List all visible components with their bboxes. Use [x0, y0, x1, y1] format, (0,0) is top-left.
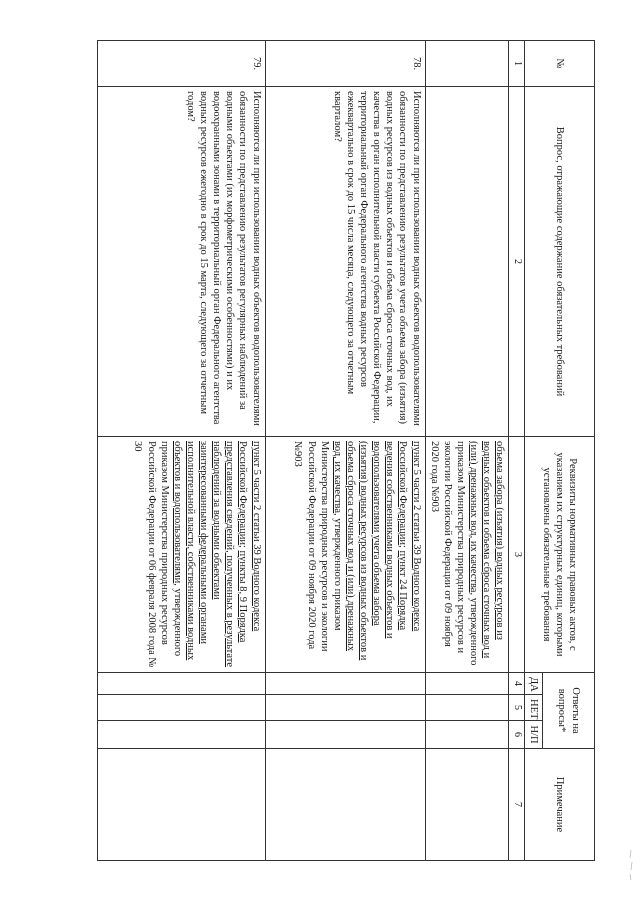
note-cell[interactable]: [98, 749, 266, 861]
column-number: 7: [509, 749, 525, 861]
answer-no-cell[interactable]: [265, 695, 425, 721]
answer-yes-cell[interactable]: [265, 673, 425, 695]
column-number: 2: [509, 87, 525, 437]
answer-na-cell[interactable]: [425, 721, 509, 749]
regulation-link[interactable]: пункт 5 части 2 статьи 39 Водного кодекса Российской Федерации: [237, 441, 262, 632]
answer-na-cell[interactable]: [98, 721, 266, 749]
answer-na-cell[interactable]: [265, 721, 425, 749]
header-yes: ДА: [524, 673, 542, 695]
requisites-text: , утвержденного приказом Министерства природных ресурсов Российской Федерации от 06 февраля 2008 года № 30: [132, 441, 183, 668]
answer-no-cell[interactable]: [98, 695, 266, 721]
requisites-cell: [265, 437, 425, 673]
header-answers: Ответы на вопросы*: [543, 673, 595, 749]
question-cell: Исполняются ли при использовании водных объектов водопользователями обязанности по представлению результатов учета объема забора (изъятия) водных ресурсов из водных объектов и объема сброса сточных вод, их качества в орган исполнительной власти субъекта Российской Федерации, территориальный орган Федерального агентства водных ресурсов ежеквартально в срок до 15 числа месяца, следующего за отчетным кварталом?: [265, 87, 425, 437]
answer-yes-cell[interactable]: [425, 673, 509, 695]
table-row: [98, 41, 266, 861]
header-question: Вопрос, отражающие содержание обязательных требований: [524, 87, 594, 437]
regulation-link[interactable]: пункт 24 Порядка ведения собственниками водных объектов и водопользователями учета объема забора (изъятия) водных ресурсов из водных объектов и объема сброса сточных вод и (или) дренажных вод, их качества: [331, 441, 409, 661]
column-number: 5: [509, 695, 525, 721]
note-cell[interactable]: [425, 749, 509, 861]
header-requisites: Реквизиты нормативных правовых актов, с указанием их структурных единиц, которыми установлены обязательные требования: [524, 437, 594, 673]
header-note: Примечание: [524, 749, 594, 861]
row-number: 78.: [265, 41, 425, 87]
header-na: Н/П: [524, 721, 542, 749]
column-number: 3: [509, 437, 525, 673]
column-number: 1: [509, 41, 525, 87]
note-cell[interactable]: [265, 749, 425, 861]
requisites-text: , утвержденного приказом Министерства природных ресурсов и экологии Российской Федерации от 09 ноября 2020 года №903: [428, 441, 480, 666]
table-row: [265, 41, 425, 861]
scan-artifact-icon: [628, 850, 634, 880]
regulation-link[interactable]: объема забора (изъятия) водных ресурсов из водных объектов и объема сброса сточных вод и (или) дренажных вод, их качества: [468, 441, 506, 659]
header-number: №: [524, 41, 594, 87]
question-cell: Исполняются ли при использовании водных объектов водопользователями обязанности по представлению результатов регулярных наблюдений за водными объектами (их морфометрическими особенностями) и их водоохранными зонами в территориальный орган Федерального агентства водных ресурсов ежегодно в срок до 15 марта, следующего за отчетным годом?: [98, 87, 266, 437]
regulation-link[interactable]: пункты 8, 9 Порядка представления сведений, полученных в результате наблюдений за водными объектами заинтересованными федеральными органами исполнительной власти, собственниками водных объектов и водопользователями: [171, 441, 249, 668]
row-number: 79.: [98, 41, 266, 87]
requisites-separator: ;: [397, 544, 409, 551]
requirements-table: [97, 40, 595, 861]
table-row-continuation: [425, 41, 509, 861]
answer-yes-cell[interactable]: [98, 673, 266, 695]
column-number: 4: [509, 673, 525, 695]
answer-no-cell[interactable]: [425, 695, 509, 721]
requisites-separator: ;: [237, 544, 249, 551]
regulation-link[interactable]: пункт 5 части 2 статьи 39 Водного кодекса Российской Федерации: [397, 441, 422, 632]
column-number: 6: [509, 721, 525, 749]
requisites-cell: [425, 437, 509, 673]
requisites-text: , утвержденного приказом Министерства природных ресурсов и экологии Российской Федерации от 09 ноября 2020 года №903: [292, 441, 343, 652]
requisites-cell: [98, 437, 266, 673]
header-no: НЕТ: [524, 695, 542, 721]
